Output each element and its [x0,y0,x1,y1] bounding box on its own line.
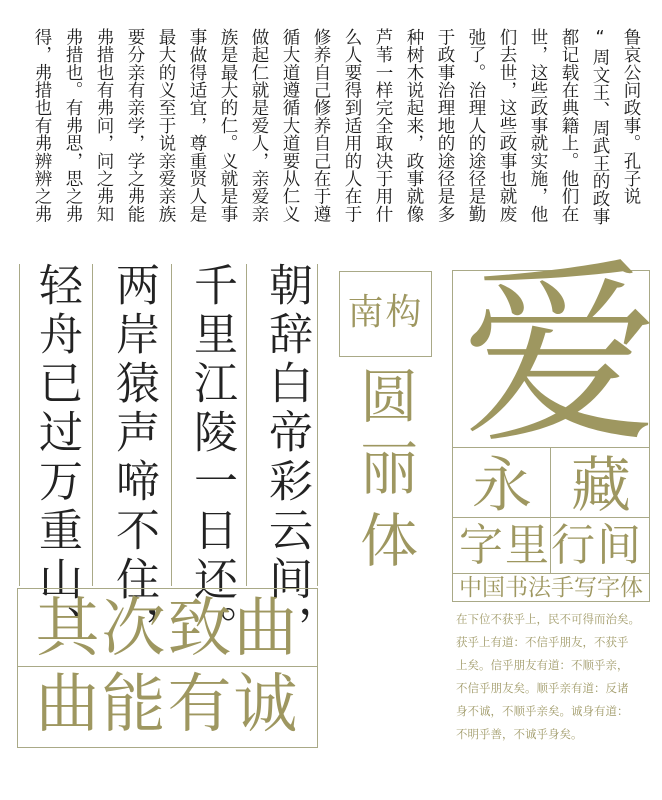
bottom-line-2: 曲能有诚 [35,668,300,742]
small-text-line: 上矣。信乎朋友有道：不顺乎亲， [456,658,629,672]
prose-column: 事做得适宜，尊重贤人是 [187,28,207,223]
prose-column: 最大的义至于说亲爱亲族 [156,28,176,223]
prose-column: 族是最大的仁。义就是事 [218,28,238,223]
prose-column: 弛了。治理人的途径是勤 [466,28,486,223]
poem-divider [171,264,172,586]
poem-divider [246,264,247,586]
prose-column: 世，这些政事就实施，他 [528,28,548,223]
small-text-line: 身不诚，不顺乎亲矣。诚身有道： [456,704,629,718]
character-b: 藏 [571,451,631,521]
prose-column: 循大道遵循大道要从仁义 [280,28,300,223]
bottom-line-1: 其次致曲 [35,592,300,666]
bottom-frame [17,588,318,748]
feature-caption: 中国书法手写字体 [459,575,643,601]
prose-column: 要分亲有亲学，学之弗能 [125,28,145,223]
character-a: 永 [472,451,532,521]
poem-line: 轻舟已过万重山、 [31,262,82,654]
big-character: 爱 [462,242,659,470]
prose-column: 们去世，这些政事也就废 [497,28,517,223]
font-title: 圆丽体 [350,366,418,582]
prose-column: “周文王、周武王的政事 [590,28,610,226]
prose-column: 得，弗措也有弗辨辨之弗 [32,28,52,223]
prose-column: 弗措也。有弗思，思之弗 [63,28,83,223]
prose-column: 种树木说起来，政事就像 [404,28,424,223]
brand-box [339,271,432,357]
prose-column: 修养自己修养自己在于遵 [311,28,331,223]
poem-divider [317,264,318,586]
poem-line: 朝辞白帝彩云间， [261,262,312,654]
prose-column: 么人要得到适用的人在于 [342,28,362,223]
brand-name: 南构 [347,292,424,333]
small-text-line: 不信乎朋友矣。顺乎亲有道：反诸 [456,681,629,695]
prose-column: 芦苇一样完全取决于用什 [373,28,393,223]
prose-column: 都记载在典籍上。他们在 [559,28,579,223]
small-text-line: 不明乎善，不诚乎身矣。 [456,727,583,741]
poem-divider [19,264,20,586]
poem-line: 千里江陵一日还。 [186,262,237,654]
poem-divider [92,264,93,586]
prose-column: 做起仁就是爱人，亲爱亲 [249,28,269,223]
small-text-line: 获乎上有道：不信乎朋友，不获乎 [456,635,629,649]
bottom-rule [18,666,317,667]
prose-column: 于政事治理地的途径是多 [435,28,455,223]
prose-column: 鲁哀公问政事。孔子说 [621,28,641,205]
small-text-line: 在下位不获乎上，民不可得而治矣。 [456,612,640,626]
small-text-block [456,608,656,746]
poem-line: 两岸猿声啼不住， [108,262,159,654]
prose-column: 弗措也有弗问，问之弗知 [94,28,114,223]
feature-subtitle: 字里行间 [459,520,643,571]
